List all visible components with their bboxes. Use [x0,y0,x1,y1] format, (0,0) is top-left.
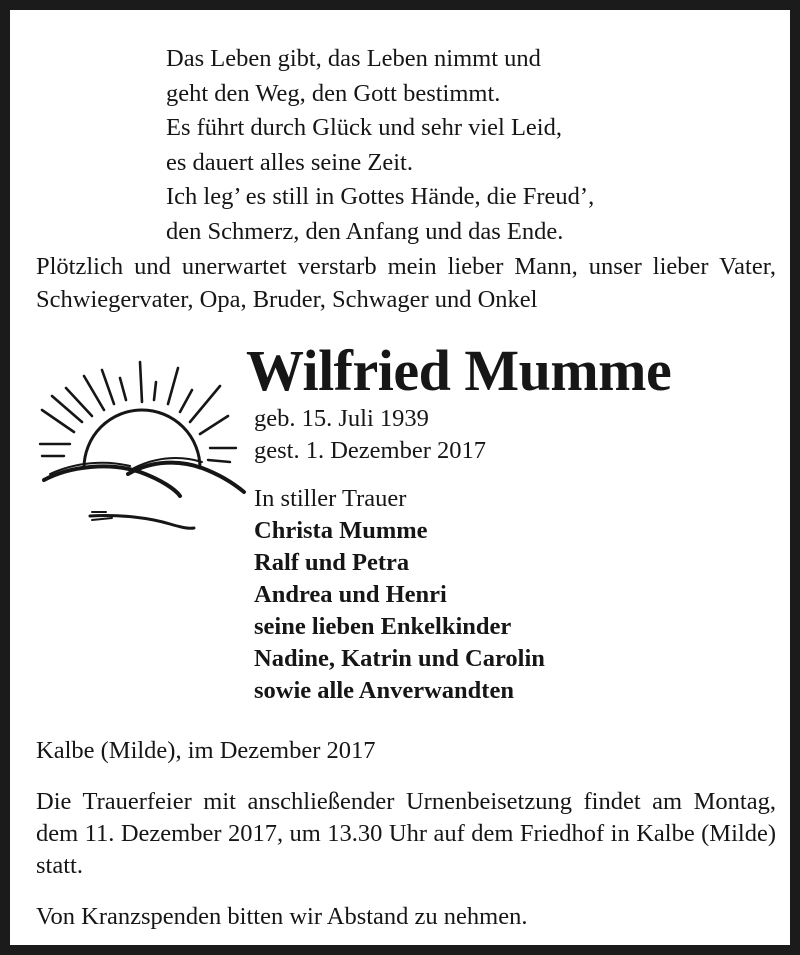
life-dates [254,403,486,467]
place-and-date: Kalbe (Milde), im Dezember 2017 [36,737,376,764]
mourner-name: seine lieben Enkelkinder [254,613,512,640]
mourners-list [254,483,545,707]
poem-line: Es führt durch Glück und sehr viel Leid, [166,114,562,141]
mourner-name: Nadine, Katrin und Carolin [254,645,545,672]
birth-date: geb. 15. Juli 1939 [254,405,429,432]
poem [166,42,686,249]
deceased-name: Wilfried Mumme [246,338,672,403]
poem-line: Ich leg’ es still in Gottes Hände, die Freud’, [166,183,595,210]
mourner-name: sowie alle Anverwandten [254,677,514,704]
mourner-name: Andrea und Henri [254,581,447,608]
intro-text: Plötzlich und unerwartet verstarb mein lieber Mann, unser lieber Vater, Schwiegervater, Opa, Bruder, Schwager und Onkel [36,253,776,313]
mourner-name: Ralf und Petra [254,549,410,576]
sunset-over-hills-icon [30,348,250,548]
mourners-heading: In stiller Trauer [254,485,407,512]
poem-line: Das Leben gibt, das Leben nimmt und [166,45,541,72]
death-date: gest. 1. Dezember 2017 [254,437,486,464]
wreath-note: Von Kranzspenden bitten wir Abstand zu nehmen. [36,903,528,930]
mourner-name: Christa Mumme [254,517,428,544]
poem-line: geht den Weg, den Gott bestimmt. [166,79,501,107]
poem-line: den Schmerz, den Anfang und das Ende. [166,217,564,245]
poem-line: es dauert alles seine Zeit. [166,148,413,176]
funeral-details: Die Trauerfeier mit anschließender Urnenbeisetzung findet am Montag, dem 11. Dezember 2017, um 13.30 Uhr auf dem Friedhof in Kalbe (Milde) statt. [36,788,776,879]
